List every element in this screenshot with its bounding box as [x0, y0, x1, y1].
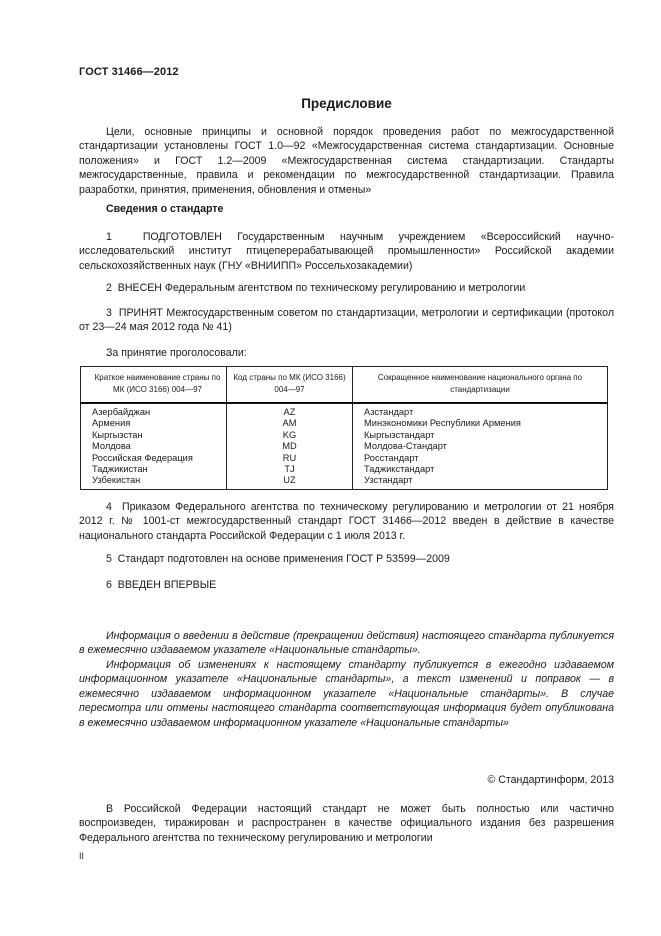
info-heading-text: Сведения о стандарте	[106, 203, 224, 215]
cell-body: Молдова-Стандарт	[353, 441, 608, 452]
item-number: 6	[106, 579, 112, 591]
item-number: 5	[106, 553, 112, 565]
cell-body: Росстандарт	[353, 453, 608, 464]
item-number: 1	[106, 231, 112, 243]
item-lead: ВНЕСЕН	[117, 282, 162, 294]
item-1	[79, 230, 614, 273]
item-number: 2	[106, 282, 112, 294]
col-header-country: Краткое наименование страны по МК (ИСО 3166) 004—97	[81, 367, 227, 404]
cell-country: Узбекистан	[81, 475, 227, 489]
cell-code: RU	[227, 453, 353, 464]
cell-country: Молдова	[81, 441, 227, 452]
page-number: II	[79, 851, 85, 861]
cell-code: TJ	[227, 464, 353, 475]
cell-country: Армения	[81, 418, 227, 429]
table-row	[81, 430, 608, 441]
cell-code: AM	[227, 418, 353, 429]
cell-code: AZ	[227, 403, 353, 418]
item-2	[79, 281, 614, 295]
item-text: Государственным научным учреждением «Всероссийский научно-исследовательский институт птицеперерабатывающей промышленности» Российской академии сельскохозяйственных наук (ГНУ «ВНИИПП» Россельхозакадемии)	[79, 231, 614, 272]
cell-body: Таджикстандарт	[353, 464, 608, 475]
col-header-body: Сокращенное наименование национального органа по стандартизации	[353, 367, 608, 404]
table-header-row	[81, 367, 608, 404]
page-title: Предисловие	[301, 96, 392, 111]
table-row	[81, 403, 608, 418]
table-row	[81, 418, 608, 429]
cell-country: Таджикистан	[81, 464, 227, 475]
notice-text: Информация о введении в действие (прекращении действия) настоящего стандарта публикуется в ежемесячно издаваемом указателе «Национальные стандарты».	[79, 630, 614, 657]
cell-country: Кыргызстан	[81, 430, 227, 441]
cell-body: Кыргызстандарт	[353, 430, 608, 441]
item-number: 3	[106, 307, 112, 319]
cell-body: Узстандарт	[353, 475, 608, 489]
copyright-notice: © Стандартинформ, 2013	[487, 774, 614, 786]
intro-paragraph	[79, 125, 614, 197]
legal-paragraph	[79, 802, 614, 845]
cell-code: MD	[227, 441, 353, 452]
votes-table	[80, 366, 608, 490]
col-header-code: Код страны по МК (ИСО 3166) 004—97	[227, 367, 353, 404]
table-row	[81, 441, 608, 452]
notice-paragraph-2	[79, 658, 614, 730]
table-row	[81, 453, 608, 464]
item-6	[79, 578, 614, 592]
item-lead: ПОДГОТОВЛЕН	[142, 231, 222, 243]
item-text: Приказом Федерального агентства по техническому регулированию и метрологии от 21 ноября 2012 г. № 1001-ст межгосударственный стандарт ГОСТ 31466—2012 введен в действие в качестве национального стандарта Российской Федерации с 1 июля 2013 г.	[79, 501, 614, 542]
item-lead: ПРИНЯТ	[118, 307, 163, 319]
notice-text: Информация об изменениях к настоящему стандарту публикуется в ежегодно издаваемом информационном указателе «Национальные стандарты», а текст изменений и поправок — в ежемесячно издаваемом информационном указателе «Национальные стандарты». В случае пересмотра или отмены настоящего стандарта соответствующая информация будет опубликована в ежемесячно издаваемом информационном указателе «Национальные стандарты»	[79, 659, 614, 729]
page-header-doc-code: ГОСТ 31466—2012	[79, 66, 179, 78]
item-number: 4	[106, 501, 112, 513]
item-text: ВВЕДЕН ВПЕРВЫЕ	[117, 579, 217, 591]
cell-code: KG	[227, 430, 353, 441]
item-text: Межгосударственным советом по стандартизации, метрологии и сертификации (протокол от 23—24 мая 2012 года № 41)	[79, 307, 614, 334]
cell-body: Минэкономики Республики Армения	[353, 418, 608, 429]
item-text: Стандарт подготовлен на основе применения ГОСТ Р 53599—2009	[117, 553, 450, 565]
cell-country: Российская Федерация	[81, 453, 227, 464]
item-text: Федеральным агентством по техническому регулированию и метрологии	[164, 282, 526, 294]
cell-country: Азербайджан	[81, 403, 227, 418]
votes-label	[79, 346, 614, 360]
intro-text: Цели, основные принципы и основной порядок проведения работ по межгосударственной стандартизации установлены ГОСТ 1.0—92 «Межгосударственная система стандартизации. Основные положения» и ГОСТ 1.2—2009 «Межгосударственная система стандартизации. Стандарты межгосударственные, правила и рекомендации по межгосударственной стандартизации. Правила разработки, принятия, применения, обновления и отмены»	[79, 126, 614, 196]
table-row	[81, 475, 608, 489]
cell-code: UZ	[227, 475, 353, 489]
item-4	[79, 500, 614, 543]
info-heading	[79, 202, 614, 216]
cell-body: Азстандарт	[353, 403, 608, 418]
votes-label-text: За принятие проголосовали:	[106, 347, 247, 359]
legal-text: В Российской Федерации настоящий стандарт не может быть полностью или частично воспроизведен, тиражирован и распространен в качестве официального издания без разрешения Федерального агентства по техническому регулированию и метрологии	[79, 803, 614, 844]
item-3	[79, 306, 614, 335]
item-5	[79, 552, 614, 566]
table-row	[81, 464, 608, 475]
notice-paragraph-1	[79, 629, 614, 658]
